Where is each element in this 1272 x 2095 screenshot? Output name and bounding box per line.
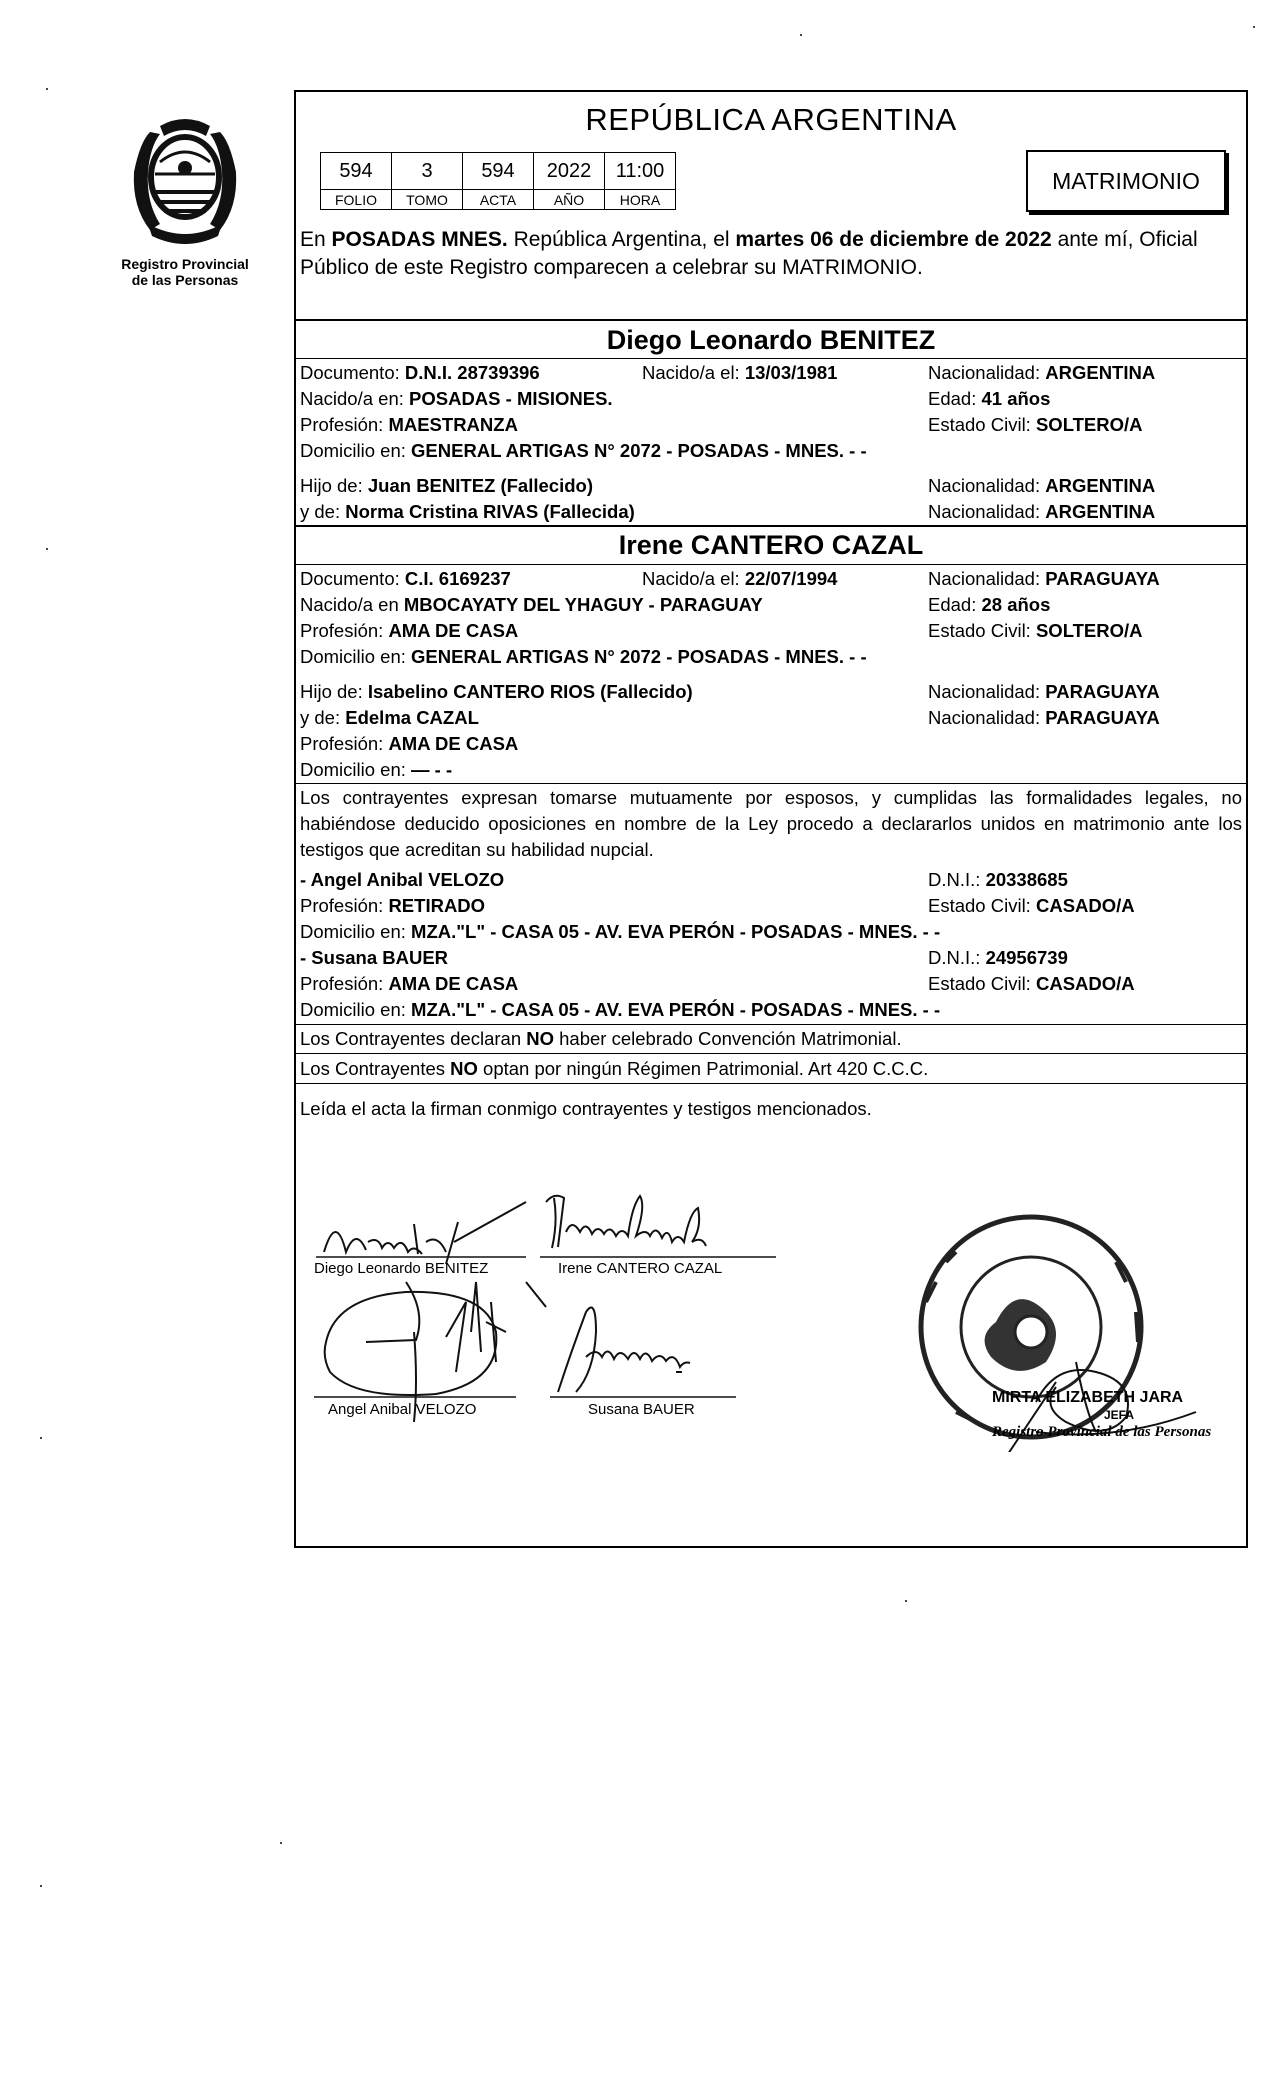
marriage-certificate <box>294 90 1248 1548</box>
intro-text: En <box>300 228 332 251</box>
field-label: Nacionalidad: <box>928 681 1046 702</box>
provincial-shield-icon <box>120 112 250 252</box>
witness2-profession <box>300 973 518 995</box>
field-value: RETIRADO <box>388 895 486 916</box>
field-label: Hijo de: <box>300 475 368 496</box>
witness1-profession <box>300 895 485 917</box>
record-numbers-table <box>320 152 676 210</box>
field-label: Profesión: <box>300 414 389 435</box>
divider <box>296 564 1246 565</box>
field-value: AMA DE CASA <box>388 620 519 641</box>
divider <box>296 783 1246 784</box>
spouse1-mother <box>300 501 635 523</box>
hour-value: 11:00 <box>605 153 676 190</box>
field-label: Nacionalidad: <box>928 568 1046 589</box>
divider <box>296 1053 1246 1054</box>
field-value: AMA DE CASA <box>388 733 519 754</box>
field-label: Domicilio en: <box>300 646 412 667</box>
field-value: ARGENTINA <box>1045 362 1156 383</box>
divider <box>296 358 1246 359</box>
spouse2-birthplace <box>300 594 763 616</box>
scan-speck <box>280 1842 282 1844</box>
spouse1-birth-date <box>642 362 837 384</box>
field-label: y de: <box>300 707 346 728</box>
field-label: Nacionalidad: <box>928 707 1046 728</box>
spouse1-mother-nationality <box>928 501 1155 523</box>
field-value: PARAGUAYA <box>1045 707 1160 728</box>
spouse1-birthplace <box>300 388 613 410</box>
convention-text: Los Contrayentes <box>300 1058 451 1079</box>
field-label: Nacido/a el: <box>642 568 745 589</box>
spouse2-profession <box>300 620 518 642</box>
field-value: — - - <box>411 759 453 780</box>
divider <box>296 1083 1246 1084</box>
field-label: Estado Civil: <box>928 973 1036 994</box>
field-value: PARAGUAYA <box>1045 681 1160 702</box>
document-type-box: MATRIMONIO <box>1026 150 1226 212</box>
tomo-label: TOMO <box>392 190 463 210</box>
field-value: 24956739 <box>985 947 1068 968</box>
field-label: Profesión: <box>300 895 389 916</box>
intro-date: martes 06 de diciembre de 2022 <box>735 228 1052 251</box>
witness2-dni <box>928 947 1068 969</box>
spouse1-document <box>300 362 540 384</box>
scan-speck <box>905 1600 907 1602</box>
field-label: Profesión: <box>300 733 389 754</box>
scan-speck <box>46 548 48 550</box>
official-office: Registro Provincial de las Personas <box>992 1424 1212 1440</box>
witness2-name <box>300 947 448 969</box>
divider <box>296 319 1246 321</box>
convention-text: Los Contrayentes declaran <box>300 1028 527 1049</box>
convention-emphasis: NO <box>450 1058 478 1079</box>
spouse1-nationality <box>928 362 1155 384</box>
field-value: Juan BENITEZ (Fallecido) <box>367 475 593 496</box>
field-label: D.N.I.: <box>928 947 986 968</box>
field-value: MZA."L" - CASA 05 - AV. EVA PERÓN - POSADAS - MNES. - - <box>411 921 941 942</box>
field-label: Domicilio en: <box>300 921 412 942</box>
hour-label: HORA <box>605 190 676 210</box>
spouse1-profession <box>300 414 518 436</box>
witness1-address <box>300 921 940 943</box>
registry-name-line1: Registro Provincial <box>121 256 249 272</box>
spouse1-civil-status <box>928 414 1143 436</box>
field-value: ARGENTINA <box>1045 475 1156 496</box>
field-label: Profesión: <box>300 620 389 641</box>
spouse1-father <box>300 475 593 497</box>
folio-label: FOLIO <box>321 190 392 210</box>
registry-logo <box>110 112 260 288</box>
field-value: MZA."L" - CASA 05 - AV. EVA PERÓN - POSADAS - MNES. - - <box>411 999 941 1020</box>
spouse2-age <box>928 594 1050 616</box>
convention-text: optan por ningún Régimen Patrimonial. Art 420 C.C.C. <box>477 1058 929 1079</box>
field-value: PARAGUAYA <box>1045 568 1160 589</box>
field-label: Nacido/a en <box>300 594 404 615</box>
field-value: Edelma CAZAL <box>345 707 479 728</box>
field-value: POSADAS - MISIONES. <box>409 388 613 409</box>
spouse1-age <box>928 388 1050 410</box>
convention-text: haber celebrado Convención Matrimonial. <box>554 1028 902 1049</box>
spouse2-mother <box>300 707 479 729</box>
intro-paragraph <box>300 226 1240 282</box>
field-value: ARGENTINA <box>1045 501 1156 522</box>
spouse1-address <box>300 440 867 462</box>
spouse2-nationality <box>928 568 1160 590</box>
field-value: 28 años <box>981 594 1051 615</box>
spouse2-civil-status <box>928 620 1143 642</box>
scan-speck <box>46 88 48 90</box>
spouse1-father-nationality <box>928 475 1155 497</box>
field-label: Nacionalidad: <box>928 362 1046 383</box>
spouse2-mother-nationality <box>928 707 1160 729</box>
field-label: Hijo de: <box>300 681 368 702</box>
witness2-civil-status <box>928 973 1135 995</box>
tomo-value: 3 <box>392 153 463 190</box>
field-label: Nacionalidad: <box>928 501 1046 522</box>
field-value: C.I. 6169237 <box>404 568 511 589</box>
folio-value: 594 <box>321 153 392 190</box>
official-role: JEFA <box>1104 1408 1135 1422</box>
field-value: GENERAL ARTIGAS N° 2072 - POSADAS - MNES. - - <box>411 440 867 461</box>
country-title: REPÚBLICA ARGENTINA <box>585 102 957 137</box>
field-label: Edad: <box>928 594 982 615</box>
field-label: Nacido/a en: <box>300 388 410 409</box>
field-label: Domicilio en: <box>300 759 412 780</box>
spouse2-address <box>300 646 867 668</box>
spouse1-signature-label: Diego Leonardo BENITEZ <box>314 1260 489 1277</box>
witness1-signature-label: Angel Anibal VELOZO <box>328 1401 477 1418</box>
acta-value: 594 <box>463 153 534 190</box>
field-value: Norma Cristina RIVAS (Fallecida) <box>345 501 635 522</box>
field-label: Documento: <box>300 362 405 383</box>
witness1-name <box>300 869 504 891</box>
spouse1-signature <box>316 1202 526 1264</box>
intro-place: POSADAS MNES. <box>331 228 508 251</box>
field-label: Domicilio en: <box>300 440 412 461</box>
intro-text: ante mí, Oficial Público de este Registro comparecen a celebrar su MATRIMONIO. <box>300 228 1198 279</box>
field-value: 41 años <box>981 388 1051 409</box>
official-name: MIRTA ELIZABETH JARA <box>992 1389 1184 1406</box>
field-label: Nacido/a el: <box>642 362 745 383</box>
spouse2-birth-date <box>642 568 837 590</box>
registry-name-line2: de las Personas <box>131 272 239 288</box>
field-label: Nacionalidad: <box>928 475 1046 496</box>
scan-speck <box>800 34 802 36</box>
field-value: SOLTERO/A <box>1035 414 1143 435</box>
year-label: AÑO <box>534 190 605 210</box>
witness2-address <box>300 999 940 1021</box>
field-value: CASADO/A <box>1035 895 1135 916</box>
scan-speck <box>1253 26 1255 28</box>
field-label: Domicilio en: <box>300 999 412 1020</box>
field-value: SOLTERO/A <box>1035 620 1143 641</box>
field-label: y de: <box>300 501 346 522</box>
spouse2-signature <box>540 1196 776 1257</box>
field-value: AMA DE CASA <box>388 973 519 994</box>
spouse2-mother-profession <box>300 733 518 755</box>
spouse2-document <box>300 568 511 590</box>
convention-line2 <box>300 1058 928 1080</box>
spouse2-name: Irene CANTERO CAZAL <box>618 530 924 560</box>
year-value: 2022 <box>534 153 605 190</box>
field-value: - Susana BAUER <box>300 947 449 968</box>
witness1-civil-status <box>928 895 1135 917</box>
convention-line1 <box>300 1028 902 1050</box>
witness2-signature <box>550 1308 736 1398</box>
registry-name <box>110 256 260 288</box>
field-value: MBOCAYATY DEL YHAGUY - PARAGUAY <box>403 594 763 615</box>
field-value: - Angel Anibal VELOZO <box>300 869 505 890</box>
spouse2-signature-label: Irene CANTERO CAZAL <box>558 1260 723 1277</box>
witness1-dni <box>928 869 1068 891</box>
field-value: MAESTRANZA <box>388 414 518 435</box>
field-label: Estado Civil: <box>928 895 1036 916</box>
field-value: 20338685 <box>985 869 1068 890</box>
field-label: Estado Civil: <box>928 414 1036 435</box>
field-label: D.N.I.: <box>928 869 986 890</box>
declaration-paragraph: Los contrayentes expresan tomarse mutuamente por esposos, y cumplidas las formalidades legales, no habiéndose deducido oposiciones en nombre de la Ley procedo a declararlos unidos en matrimonio ante los testigos que acreditan su habilidad nupcial. <box>300 787 1242 860</box>
spouse2-father <box>300 681 693 703</box>
intro-text: República Argentina, el <box>507 228 736 251</box>
closing-statement: Leída el acta la firman conmigo contrayentes y testigos mencionados. <box>300 1098 872 1119</box>
field-value: Isabelino CANTERO RIOS (Fallecido) <box>367 681 693 702</box>
acta-label: ACTA <box>463 190 534 210</box>
scan-speck <box>40 1437 42 1439</box>
divider <box>296 525 1246 527</box>
scan-speck <box>40 1885 42 1887</box>
divider <box>296 1024 1246 1025</box>
field-value: CASADO/A <box>1035 973 1135 994</box>
field-label: Edad: <box>928 388 982 409</box>
field-label: Documento: <box>300 568 405 589</box>
spouse1-name: Diego Leonardo BENITEZ <box>606 325 936 355</box>
convention-emphasis: NO <box>526 1028 554 1049</box>
field-label: Profesión: <box>300 973 389 994</box>
field-label: Estado Civil: <box>928 620 1036 641</box>
field-value: 13/03/1981 <box>744 362 838 383</box>
spouse2-mother-address <box>300 759 452 781</box>
spouse2-father-nationality <box>928 681 1160 703</box>
field-value: 22/07/1994 <box>744 568 838 589</box>
field-value: GENERAL ARTIGAS N° 2072 - POSADAS - MNES. - - <box>411 646 867 667</box>
field-value: D.N.I. 28739396 <box>404 362 540 383</box>
witness2-signature-label: Susana BAUER <box>588 1401 695 1418</box>
